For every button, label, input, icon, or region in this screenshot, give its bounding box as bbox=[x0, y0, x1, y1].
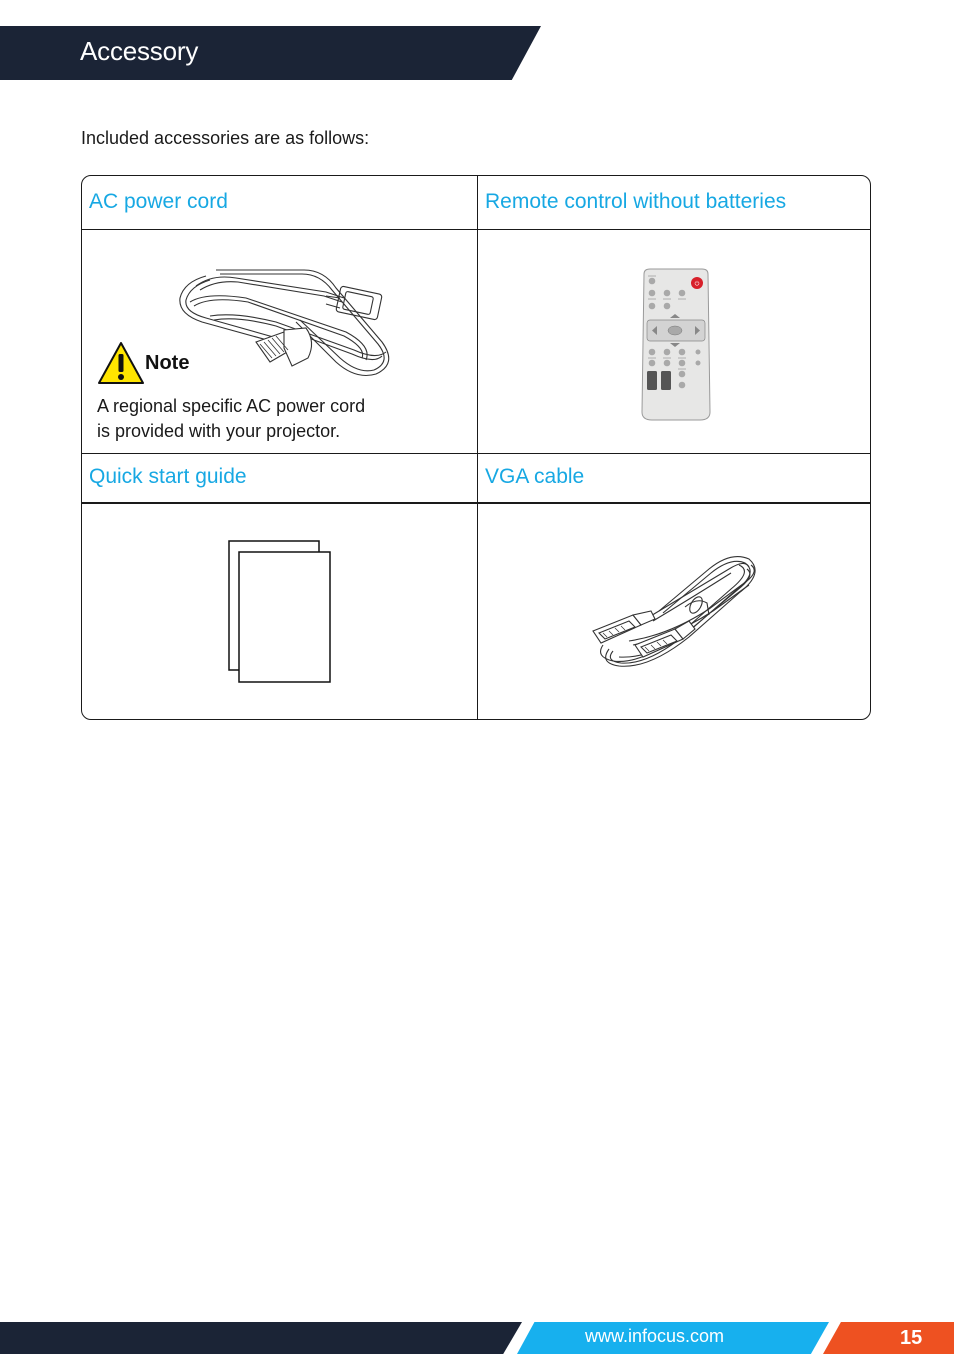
warning-icon bbox=[97, 341, 145, 385]
quick-start-guide-image bbox=[228, 540, 332, 685]
item-heading-power-cord: AC power cord bbox=[89, 190, 228, 213]
vga-cable-image bbox=[589, 553, 761, 671]
intro-text: Included accessories are as follows: bbox=[81, 128, 370, 148]
remote-control-image bbox=[640, 268, 712, 422]
column-divider bbox=[477, 176, 478, 719]
note-line: A regional specific AC power cord bbox=[97, 396, 366, 416]
page-number: 15 bbox=[900, 1327, 923, 1349]
power-cord-image bbox=[176, 262, 400, 382]
item-heading-remote: Remote control without batteries bbox=[485, 190, 787, 213]
footer-bar bbox=[0, 1322, 522, 1354]
note-text bbox=[97, 394, 417, 444]
page-number-tab bbox=[823, 1322, 954, 1354]
svg-text:⏻: ⏻ bbox=[694, 280, 700, 288]
accessory-table bbox=[81, 175, 871, 720]
item-heading-vga: VGA cable bbox=[485, 465, 585, 488]
row-divider bbox=[82, 229, 870, 230]
note-label: Note bbox=[145, 352, 190, 374]
row-divider bbox=[82, 502, 870, 504]
row-divider bbox=[82, 453, 870, 454]
website-link[interactable]: www.infocus.com bbox=[585, 1326, 725, 1346]
note-line: is provided with your projector. bbox=[97, 421, 341, 441]
item-heading-quick-start: Quick start guide bbox=[89, 465, 247, 488]
page-title: Accessory bbox=[80, 36, 199, 66]
